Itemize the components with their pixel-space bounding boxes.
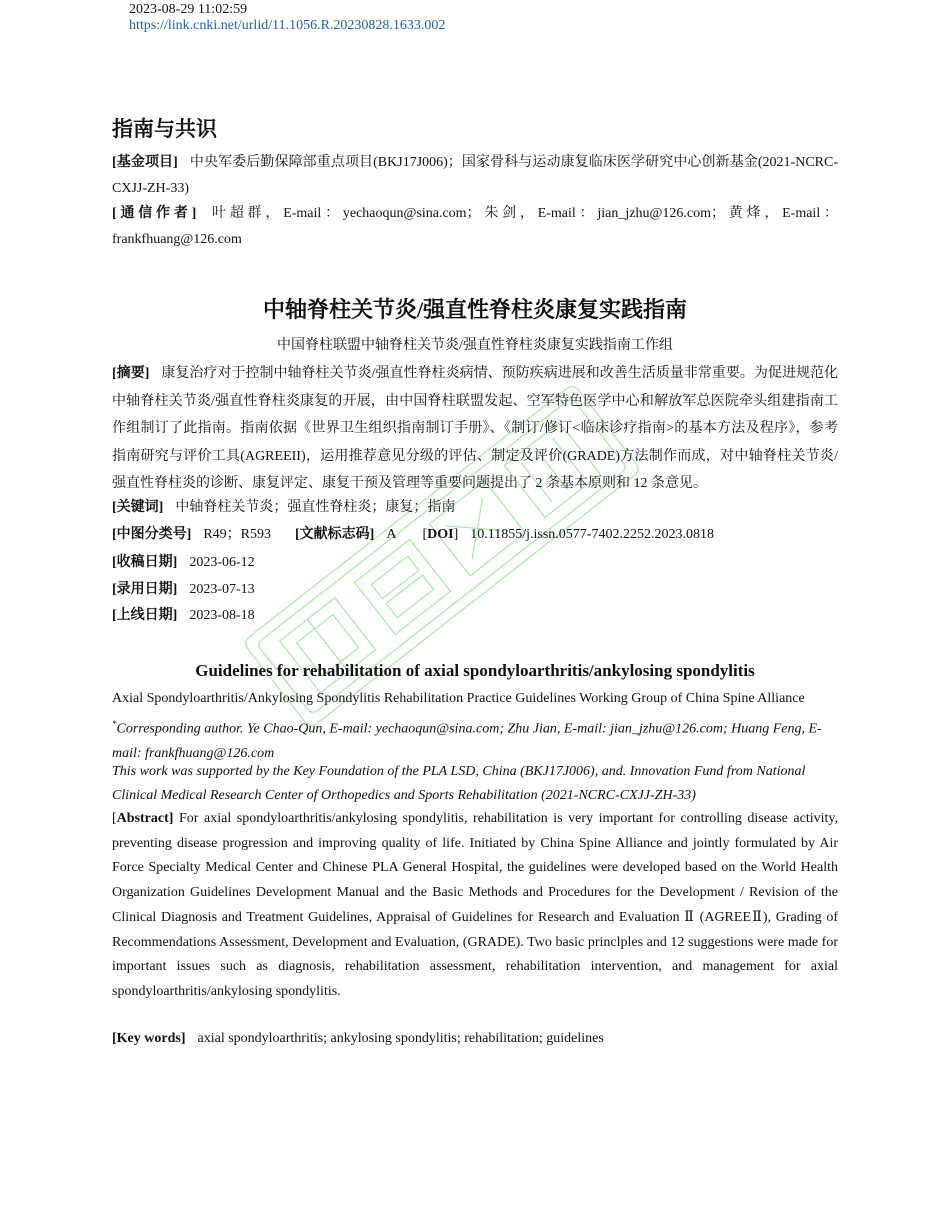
corresponding-text: 叶超群，E-mail：yechaoqun@sina.com；朱剑，E-mail：jian_jzhu@126.com；黄烽，E-mail：frankfhuang@126.com [112,206,838,247]
cn-keywords-text: 中轴脊柱关节炎；强直性脊柱炎；康复；指南 [175,500,456,515]
clc-label: [中图分类号] [112,527,192,542]
doi-label: [DOI] [422,527,459,542]
en-corresponding-text: Corresponding author. Ye Chao-Qun, E-mail: yechaoqun@sina.com; Zhu Jian, E-mail: jian_jzhu@126.com; Huang Feng, E-mail: frankfhuang@126.com [112,721,822,761]
en-keywords-text: axial spondyloarthritis; ankylosing spondylitis; rehabilitation; guidelines [197,1031,604,1046]
funding-label: [基金项目] [112,155,178,170]
clc-value: R49；R593 [203,527,272,542]
doi-value: 10.11855/j.issn.0577-7402.2252.2023.0818 [470,527,714,542]
cn-keywords-label: [关键词] [112,500,164,515]
cn-article-title: 中轴脊柱关节炎/强直性脊柱炎康复实践指南 [262,297,688,322]
corresponding-author-info [112,201,838,253]
en-funding: This work was supported by the Key Foundation of the PLA LSD, China (BKJ17J006), and. Innovation Fund from National Clinical Medical Research Center of Orthopedics and Sports Rehabilitation (2021-NCRC-CXJJ-ZH-33) [112,764,806,803]
online-date-row [112,606,255,626]
header-meta [129,2,445,34]
timestamp: 2023-08-29 11:02:59 [129,2,248,17]
received-label: [收稿日期] [112,555,178,570]
funding-text: 中央军委后勤保障部重点项目(BKJ17J006)；国家骨科与运动康复临床医学研究中心创新基金(2021-NCRC-CXJJ-ZH-33) [112,155,839,196]
en-article-title: Guidelines for rehabilitation of axial spondyloarthritis/ankylosing spondylitis [195,661,755,680]
accepted-date: 2023-07-13 [189,582,255,597]
received-date-row [112,553,255,573]
funding-info [112,150,838,202]
cn-keywords [112,498,455,518]
accepted-label: [录用日期] [112,582,178,597]
en-abstract-label: [Abstract] [112,811,174,826]
en-corresponding-author [112,712,838,766]
received-date: 2023-06-12 [189,555,255,570]
en-keywords [112,1029,604,1049]
en-author-group: Axial Spondyloarthritis/Ankylosing Spondylitis Rehabilitation Practice Guidelines Working Group of China Spine Alliance [112,691,805,706]
section-label: 指南与共识 [112,117,217,141]
cn-author-group: 中国脊柱联盟中轴脊柱关节炎/强直性脊柱炎康复实践指南工作组 [277,338,673,353]
corresponding-label: [通信作者] [112,206,197,221]
cn-abstract [112,360,838,498]
en-abstract [112,807,838,1005]
cn-abstract-text: 康复治疗对于控制中轴脊柱关节炎/强直性脊柱炎病情、预防疾病进展和改善生活质量非常重要。为促进规范化中轴脊柱关节炎/强直性脊柱炎康复的开展，由中国脊柱联盟发起、空军特色医学中心和解放军总医院牵头组建指南工作组制订了此指南。指南依据《世界卫生组织指南制订手册》、《制订/修订<临床诊疗指南>的基本方法及程序》，参考指南研究与评价工具(AGREEII)，运用推荐意见分级的评估、制定及评价(GRADE)方法制作而成，对中轴脊柱关节炎/强直性脊柱炎的诊断、康复评定、康复干预及管理等重要问题提出了 2 条基本原则和 12 条意见。 [112,366,838,491]
accepted-date-row [112,580,255,600]
en-abstract-text: For axial spondyloarthritis/ankylosing spondylitis, rehabilitation is very important for controlling disease activity, preventing disease progression and improving quality of life. Initiated by China Spine Alliance and jointly formulated by Air Force Specialty Medical Center and Chinese PLA General Hospital, the guidelines were developed based on the World Health Organization Guidelines Development Manual and the Basic Methods and Procedures for the Development / Revision of the Clinical Diagnosis and Treatment Guidelines, Appraisal of Guidelines for Research and Evaluation Ⅱ (AGREEⅡ), Grading of Recommendations Assessment, Development and Evaluation, (GRADE). Two basic princlples and 12 suggestions were made for important issues such as diagnosis, rehabilitation assessment, rehabilitation intervention, and management for axial spondyloarthritis/ankylosing spondylitis. [112,811,838,999]
en-keywords-label: [Key words] [112,1031,186,1046]
article-url-link[interactable]: https://link.cnki.net/urlid/11.1056.R.20230828.1633.002 [129,18,446,33]
online-label: [上线日期] [112,608,178,623]
online-date: 2023-08-18 [189,608,255,623]
cn-classification-row [112,525,714,545]
corresponding-mark: * [112,719,117,729]
doc-code-label: [文献标志码] [295,527,375,542]
cn-abstract-label: [摘要] [112,366,150,381]
doc-code-value: A [386,527,397,542]
